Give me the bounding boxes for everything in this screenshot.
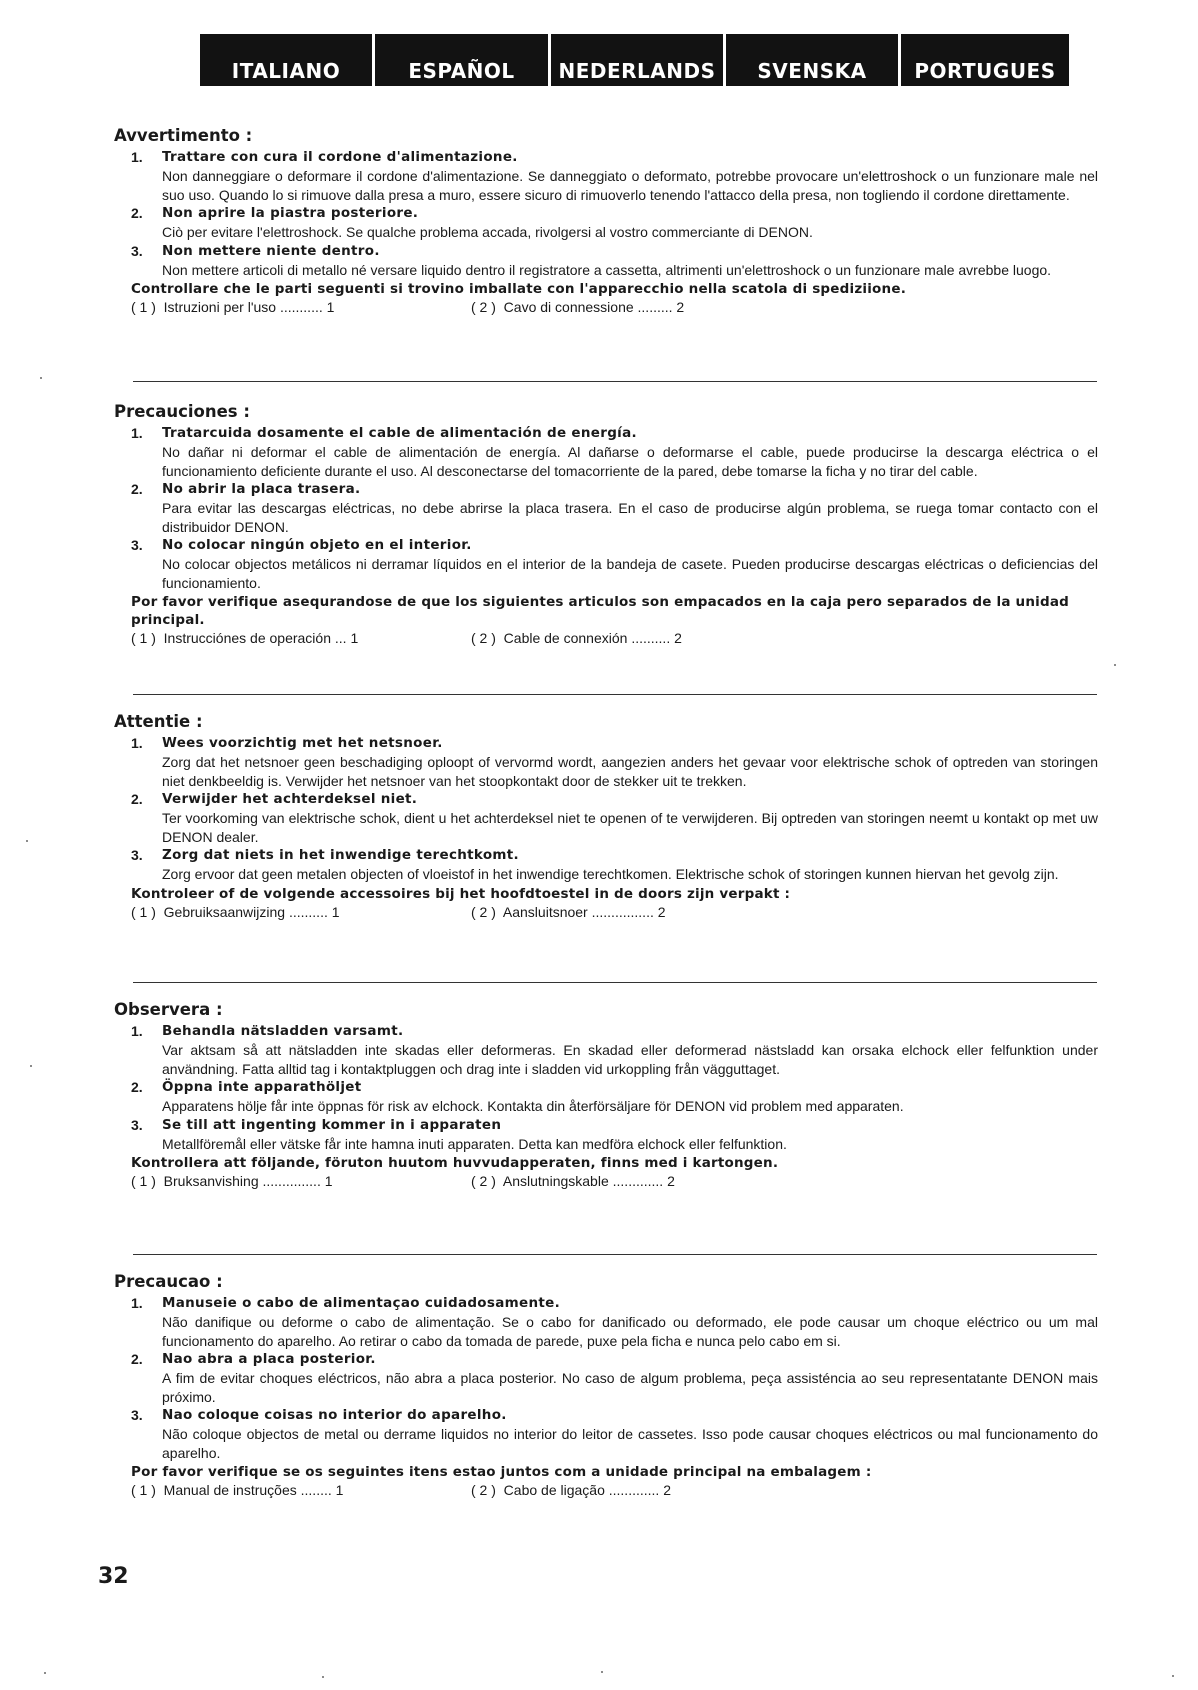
accessories-check: Kontroleer of de volgende accessoires bij het hoofdtoestel in de doors zijn verpakt : — [131, 885, 791, 902]
accessory-item: ( 2 ) Cable de connexión .......... 2 — [471, 630, 682, 646]
item-body: Ter voorkoming van elektrische schok, dient u het achterdeksel niet te openen of te verwijderen. Bij optreden van storingen neemt u kontakt op met uw DENON dealer. — [162, 810, 1098, 845]
section-title: Attentie : — [114, 712, 203, 731]
accessory-list — [131, 629, 1100, 648]
item-heading: Öppna inte apparathöljet — [162, 1079, 362, 1095]
list-item — [114, 204, 1100, 242]
item-number: 1. — [131, 425, 143, 441]
list-item — [114, 424, 1100, 480]
accessory-item: ( 1 ) Manual de instruções ........ 1 — [131, 1482, 344, 1498]
item-body: Var aktsam så att nätsladden inte skadas eller deformeras. En skadad eller deformerad nästsladd kan orsaka elchock eller felfunktion under användning. Fatta alltid tag i kontaktpluggen och drag inte i sladden vid urkoppling från vägguttaget. — [162, 1042, 1098, 1077]
item-heading: Nao abra a placa posterior. — [162, 1351, 376, 1367]
item-number: 1. — [131, 1023, 143, 1039]
accessory-list — [131, 1172, 1100, 1191]
scan-speck — [26, 840, 28, 842]
item-number: 2. — [131, 481, 143, 497]
section-italiano — [114, 126, 1100, 317]
accessory-item: ( 1 ) Instrucciónes de operación ... 1 — [131, 630, 359, 646]
list-item — [114, 1406, 1100, 1462]
item-number: 1. — [131, 735, 143, 751]
scan-speck — [601, 1671, 603, 1673]
page-number: 32 — [98, 1564, 129, 1589]
tab-portugues[interactable]: PORTUGUES — [901, 34, 1069, 86]
item-number: 3. — [131, 1407, 143, 1423]
item-body: Para evitar las descargas eléctricas, no debe abrirse la placa trasera. En el caso de producirse algún problema, se ruega tomar contacto con el distribuidor DENON. — [162, 500, 1098, 535]
scan-speck — [30, 1065, 32, 1067]
language-tab-bar — [200, 34, 1069, 86]
item-number: 3. — [131, 242, 143, 259]
item-heading: Verwijder het achterdeksel niet. — [162, 791, 418, 807]
section-title: Precaucao : — [114, 1272, 223, 1291]
item-body: Zorg dat het netsnoer geen beschadiging oploopt of vervormd wordt, aangezien anders het gevaar voor elektrische schok of optreden van storingen niet denkbeeldig is. Verwijder het netsnoer van het stoopkontakt door de stekker uit te trekken. — [162, 754, 1098, 789]
scan-speck — [322, 1676, 324, 1678]
item-body: Não coloque objectos de metal ou derrame liquidos no interior do leitor de cassetes. Isso pode causar choques eléctricos ou mal funcionamento do aparelho. — [162, 1426, 1098, 1461]
accessories-check: Por favor verifique asequrandose de que los siguientes articulos son empacados en la caja pero separados de la unidad principal. — [131, 594, 1070, 628]
scan-speck — [44, 1672, 46, 1674]
accessory-list — [131, 298, 1100, 317]
item-heading: Trattare con cura il cordone d'alimentazione. — [162, 149, 518, 165]
item-heading: Non mettere niente dentro. — [162, 242, 380, 259]
accessory-list — [131, 903, 1100, 922]
section-divider — [133, 694, 1097, 695]
section-divider — [133, 1254, 1097, 1255]
accessory-item: ( 2 ) Cabo de ligação ............. 2 — [471, 1482, 671, 1498]
accessory-item: ( 2 ) Cavo di connessione ......... 2 — [471, 299, 685, 315]
section-title: Observera : — [114, 1000, 223, 1019]
list-item — [114, 480, 1100, 536]
item-heading: Non aprire la piastra posteriore. — [162, 205, 419, 221]
item-body: A fim de evitar choques eléctricos, não abra a placa posterior. No caso de algum problema, peça assisténcia ao seu representatante DENON mais próximo. — [162, 1370, 1098, 1405]
item-heading: Tratarcuida dosamente el cable de alimentación de energía. — [162, 425, 637, 441]
section-title: Avvertimento : — [114, 126, 253, 145]
accessory-item: ( 2 ) Anslutningskable ............. 2 — [471, 1173, 675, 1189]
accessories-check: Kontrollera att följande, föruton huutom huvvudapperaten, finns med i kartongen. — [131, 1155, 779, 1171]
item-body: No colocar objectos metálicos ni derramar líquidos en el interior de la bandeja de casete. Pueden producirse descargas eléctricas o deficiencias del funcionamiento. — [162, 556, 1098, 591]
item-number: 1. — [131, 149, 143, 165]
item-heading: Manuseie o cabo de alimentaçao cuidadosamente. — [162, 1295, 561, 1311]
list-item — [114, 734, 1100, 790]
item-body: Non danneggiare o deformare il cordone d'alimentazione. Se danneggiato o deformato, potrebbe provocare un'elettroshock o un funzionare male nel suo uso. Quando lo si rimuove dalla presa a muro, essere sicuro di rimuoverlo tenendo l'attacco della presa, non togliendo il cordone direttamente. — [162, 168, 1098, 203]
item-heading: Nao coloque coisas no interior do aparelho. — [162, 1407, 507, 1423]
scan-speck — [40, 377, 42, 379]
item-body: Metallföremål eller vätske får inte hamna inuti apparaten. Detta kan medföra elchock eller felfunktion. — [162, 1135, 787, 1152]
item-number: 3. — [131, 847, 143, 863]
item-body: Apparatens hölje får inte öppnas för risk av elchock. Kontakta din återförsäljare för DENON vid problem med apparaten. — [162, 1098, 904, 1114]
item-number: 3. — [131, 537, 143, 553]
accessory-item: ( 1 ) Bruksanvishing ............... 1 — [131, 1173, 333, 1189]
accessory-item: ( 2 ) Aansluitsnoer ................ 2 — [471, 903, 666, 920]
item-number: 2. — [131, 791, 143, 807]
section-divider — [133, 381, 1097, 382]
list-item — [114, 1078, 1100, 1116]
list-item — [114, 790, 1100, 846]
tab-svenska[interactable]: SVENSKA — [726, 34, 898, 86]
item-number: 1. — [131, 1295, 143, 1311]
tab-espanol[interactable]: ESPAÑOL — [375, 34, 548, 86]
section-portugues — [114, 1272, 1100, 1500]
list-item — [114, 1350, 1100, 1406]
accessories-check: Por favor verifique se os seguintes itens estao juntos com a unidade principal na embalagem : — [131, 1464, 872, 1480]
list-item — [114, 1294, 1100, 1350]
item-heading: No colocar ningún objeto en el interior. — [162, 537, 472, 553]
scan-speck — [1114, 664, 1116, 666]
item-number: 2. — [131, 1351, 143, 1367]
item-body: Ciò per evitare l'elettroshock. Se qualche problema accada, rivolgersi al vostro commerciante di DENON. — [162, 224, 813, 240]
section-nederlands — [114, 712, 1100, 922]
accessory-item: ( 1 ) Istruzioni per l'uso ........... 1 — [131, 299, 335, 315]
list-item — [114, 148, 1100, 204]
item-number: 3. — [131, 1116, 143, 1133]
section-svenska — [114, 1000, 1100, 1191]
accessories-check: Controllare che le parti seguenti si trovino imballate con l'apparecchio nella scatola di spediziione. — [131, 281, 907, 297]
list-item — [114, 1116, 1100, 1154]
item-body: No dañar ni deformar el cable de alimentación de energía. Al dañarse o deformarse el cable, puede producirse la descarga eléctrica o el funcionamiento deficiente durante el uso. Al desconectarse del tomacorriente de la pared, debe tomarse la ficha y no tirar del cable. — [162, 444, 1098, 479]
section-title: Precauciones : — [114, 402, 250, 421]
accessory-list — [131, 1481, 1100, 1500]
item-body: Não danifique ou deforme o cabo de alimentação. Se o cabo for danificado ou deformado, ele pode causar um choque eléctrico ou um mal funcionamento do aparelho. Ao retirar o cabo da tomada de parede, puxe pela ficha e nunca pelo cabo em si. — [162, 1314, 1098, 1349]
accessory-item: ( 1 ) Gebruiksaanwijzing .......... 1 — [131, 903, 340, 920]
section-divider — [133, 982, 1097, 983]
item-heading: No abrir la placa trasera. — [162, 481, 361, 497]
scan-speck — [1172, 1675, 1174, 1677]
list-item — [114, 1022, 1100, 1078]
item-body: Zorg ervoor dat geen metalen objecten of vloeistof in het inwendige terechtkomen. Elektrische schok of storingen kunnen hiervan het gevolg zijn. — [162, 866, 1059, 882]
list-item — [114, 536, 1100, 592]
item-heading: Zorg dat niets in het inwendige terechtkomt. — [162, 847, 519, 863]
item-heading: Wees voorzichtig met het netsnoer. — [162, 735, 443, 751]
item-heading: Behandla nätsladden varsamt. — [162, 1023, 404, 1039]
list-item — [114, 242, 1100, 280]
item-number: 2. — [131, 1079, 143, 1095]
item-heading: Se till att ingenting kommer in i apparaten — [162, 1116, 502, 1133]
item-number: 2. — [131, 205, 143, 221]
list-item — [114, 846, 1100, 884]
tab-nederlands[interactable]: NEDERLANDS — [551, 34, 723, 86]
section-espanol — [114, 402, 1100, 648]
item-body: Non mettere articoli di metallo né versare liquido dentro il registratore a cassetta, altrimenti un'elettroshock o un funzionare male avrebbe luogo. — [162, 261, 1052, 278]
tab-italiano[interactable]: ITALIANO — [200, 34, 372, 86]
